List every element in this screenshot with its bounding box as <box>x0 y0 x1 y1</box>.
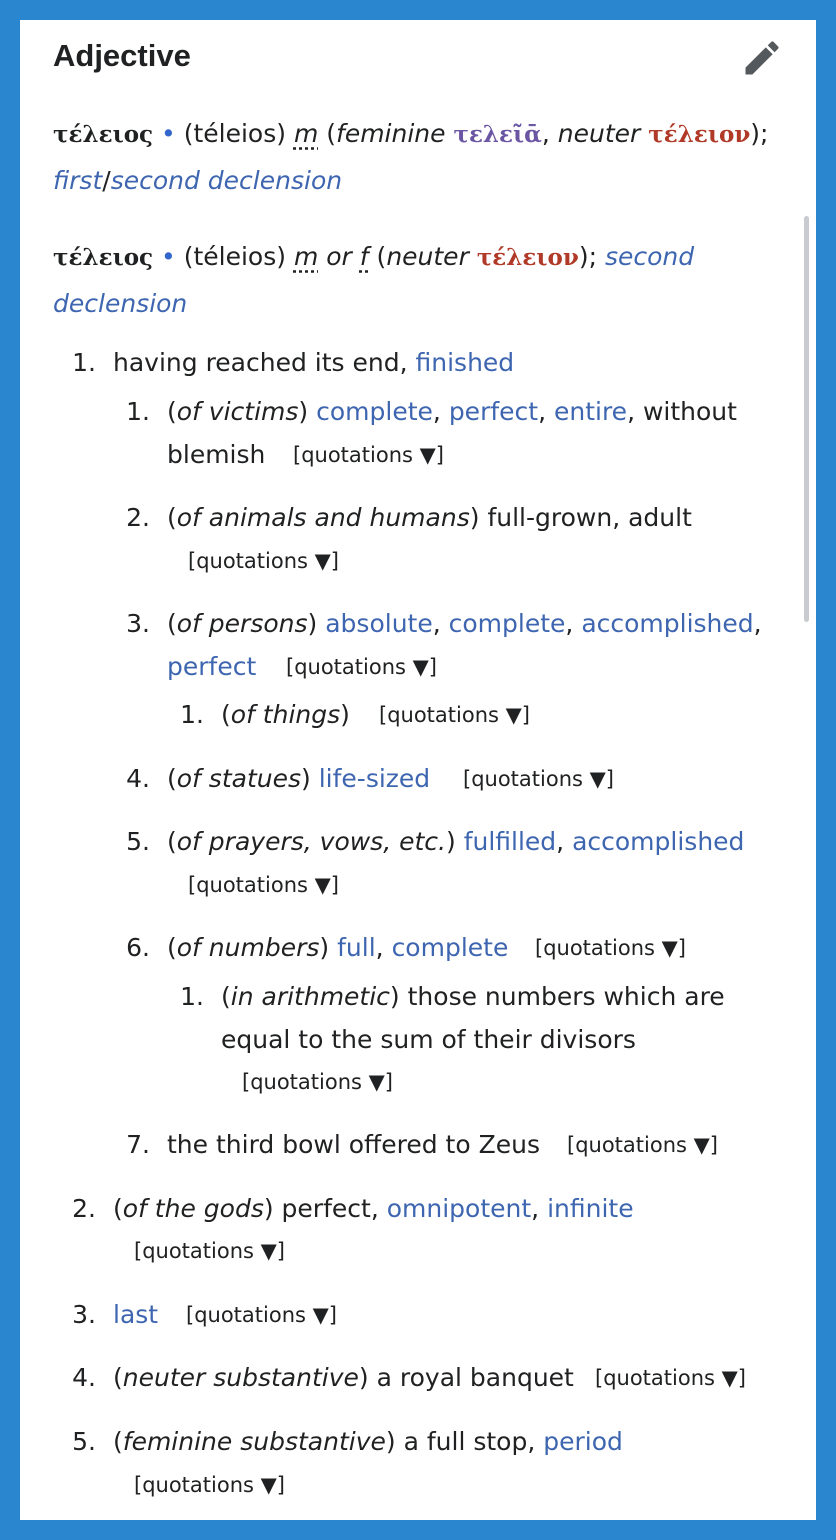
neuter-label: neuter <box>557 119 641 148</box>
feminine-form[interactable]: τελεῖᾱ <box>453 121 542 148</box>
sense-1-6: (of numbers) full, complete <box>167 933 509 962</box>
sense-label: of statues <box>176 764 302 793</box>
quotations-toggle[interactable]: [quotations ▼] <box>286 655 437 679</box>
sense-number: 2. <box>72 1194 96 1223</box>
absolute-link[interactable]: absolute <box>325 609 433 638</box>
life-sized-link[interactable]: life-sized <box>318 764 431 793</box>
sense-1-4: (of statues) life-sized <box>167 764 431 793</box>
sense-1-5: (of prayers, vows, etc.) fulfilled, accomplished <box>167 827 745 856</box>
headword-line-1: τέλειος • (téleios) m (feminine τελεῖᾱ, neuter τέλειον); <box>53 119 769 148</box>
sense-number: 5. <box>72 1427 96 1456</box>
sense-label: of prayers, vows, etc. <box>176 827 446 856</box>
quotations-toggle[interactable]: [quotations ▼] <box>567 1133 718 1157</box>
or-label: or <box>326 242 352 271</box>
sense-number: 6. <box>126 933 150 962</box>
last-link[interactable]: last <box>113 1300 159 1329</box>
fulfilled-link[interactable]: fulfilled <box>463 827 557 856</box>
sense-label: of things <box>230 700 341 729</box>
sense-5: (feminine substantive) a full stop, period <box>113 1427 623 1456</box>
declension-link[interactable]: declension <box>53 289 188 318</box>
accomplished-link[interactable]: accomplished <box>581 609 754 638</box>
perfect-link[interactable]: perfect <box>167 652 257 681</box>
section-heading: Adjective <box>53 38 191 73</box>
bullet: • <box>161 242 176 271</box>
complete-link[interactable]: complete <box>391 933 509 962</box>
sense-text: a full stop, <box>395 1427 544 1456</box>
sense-label: of victims <box>176 397 299 426</box>
omnipotent-link[interactable]: omnipotent <box>386 1194 532 1223</box>
period-link[interactable]: period <box>543 1427 623 1456</box>
perfect-link[interactable]: perfect <box>448 397 539 426</box>
first-declension-link[interactable]: first <box>53 166 103 195</box>
definition-card <box>20 20 816 1520</box>
scrollbar[interactable] <box>804 216 809 622</box>
sense-number: 3. <box>72 1300 96 1329</box>
sense-label: of persons <box>176 609 308 638</box>
sense-1-6-1-line2 <box>221 1025 636 1055</box>
sense-label: feminine substantive <box>122 1427 386 1456</box>
quotations-toggle[interactable]: [quotations ▼] <box>379 703 530 727</box>
sense-text: full-grown, adult <box>479 503 692 532</box>
sense-1-3: (of persons) absolute, complete, accomplished, <box>167 609 762 638</box>
bullet: • <box>161 119 176 148</box>
quotations-toggle[interactable]: [quotations ▼] <box>293 443 444 467</box>
quotations-toggle[interactable]: [quotations ▼] <box>186 1303 337 1327</box>
quotations-toggle[interactable]: [quotations ▼] <box>535 936 686 960</box>
quotations-toggle[interactable]: [quotations ▼] <box>242 1070 393 1094</box>
edit-button[interactable] <box>740 36 784 80</box>
sense-3 <box>113 1300 158 1330</box>
sense-1-3-line2 <box>167 652 256 682</box>
sense-number: 1. <box>180 700 204 729</box>
quotations-toggle[interactable]: [quotations ▼] <box>463 767 614 791</box>
sense-number: 2. <box>126 503 150 532</box>
sense-text: blemish <box>167 440 266 469</box>
sense-text: having reached its end, <box>113 348 416 377</box>
neuter-label: neuter <box>386 242 469 271</box>
sense-4: (neuter substantive) a royal banquet <box>113 1363 574 1392</box>
sense-1-1-line2 <box>167 440 265 470</box>
sense-label: of animals and humans <box>176 503 470 532</box>
entire-link[interactable]: entire <box>553 397 628 426</box>
sense-number: 3. <box>126 609 150 638</box>
quotations-toggle[interactable]: [quotations ▼] <box>595 1366 746 1390</box>
infinite-link[interactable]: infinite <box>547 1194 634 1223</box>
sense-number: 1. <box>126 397 150 426</box>
sense-label: in arithmetic <box>230 982 390 1011</box>
sense-text: those numbers which are <box>399 982 725 1011</box>
neuter-form[interactable]: τέλειον <box>648 121 751 148</box>
sense-1 <box>113 348 514 378</box>
quotations-toggle[interactable]: [quotations ▼] <box>134 1239 285 1263</box>
headword-line-2: τέλειος • (téleios) m or f (neuter τέλειον); second <box>53 242 695 271</box>
sense-1-7 <box>167 1130 540 1160</box>
gender-m[interactable]: m <box>293 119 319 148</box>
sense-text: a royal banquet <box>368 1363 574 1392</box>
gender-f[interactable]: f <box>359 242 369 271</box>
headword-lemma: τέλειος <box>53 121 154 148</box>
sense-text: the third bowl offered to Zeus <box>167 1130 540 1159</box>
full-link[interactable]: full <box>337 933 376 962</box>
sense-text: equal to the sum of their divisors <box>221 1025 636 1054</box>
sense-number: 1. <box>180 982 204 1011</box>
sense-number: 4. <box>126 764 150 793</box>
sense-1-1: (of victims) complete, perfect, entire, without <box>167 397 737 426</box>
sense-number: 1. <box>72 348 96 377</box>
sense-1-2: (of animals and humans) full-grown, adult <box>167 503 692 532</box>
sense-label: neuter substantive <box>122 1363 359 1392</box>
finished-link[interactable]: finished <box>415 348 515 377</box>
feminine-label: feminine <box>336 119 446 148</box>
gender-m[interactable]: m <box>293 242 319 271</box>
declension-line-2 <box>53 289 187 319</box>
transliteration: (téleios) <box>183 242 286 271</box>
quotations-toggle[interactable]: [quotations ▼] <box>134 1473 285 1497</box>
quotations-toggle[interactable]: [quotations ▼] <box>188 549 339 573</box>
complete-link[interactable]: complete <box>448 609 566 638</box>
headword-lemma: τέλειος <box>53 244 154 271</box>
sense-number: 5. <box>126 827 150 856</box>
sense-2: (of the gods) perfect, omnipotent, infinite <box>113 1194 634 1223</box>
sense-1-3-1: (of things) <box>221 700 350 729</box>
sense-number: 4. <box>72 1363 96 1392</box>
sense-number: 7. <box>126 1130 150 1159</box>
sense-text: , without <box>627 397 737 426</box>
pencil-icon <box>740 36 784 80</box>
sense-1-6-1: (in arithmetic) those numbers which are <box>221 982 725 1011</box>
neuter-form[interactable]: τέλειον <box>476 244 579 271</box>
second-declension-link[interactable]: second declension <box>110 166 343 195</box>
declension-line-1: first/second declension <box>53 166 343 195</box>
sense-text: perfect, <box>273 1194 387 1223</box>
transliteration: (téleios) <box>183 119 286 148</box>
quotations-toggle[interactable]: [quotations ▼] <box>188 873 339 897</box>
second-declension-link[interactable]: second <box>604 242 695 271</box>
sense-label: of the gods <box>122 1194 264 1223</box>
sense-label: of numbers <box>176 933 320 962</box>
complete-link[interactable]: complete <box>316 397 433 426</box>
accomplished-link[interactable]: accomplished <box>572 827 745 856</box>
